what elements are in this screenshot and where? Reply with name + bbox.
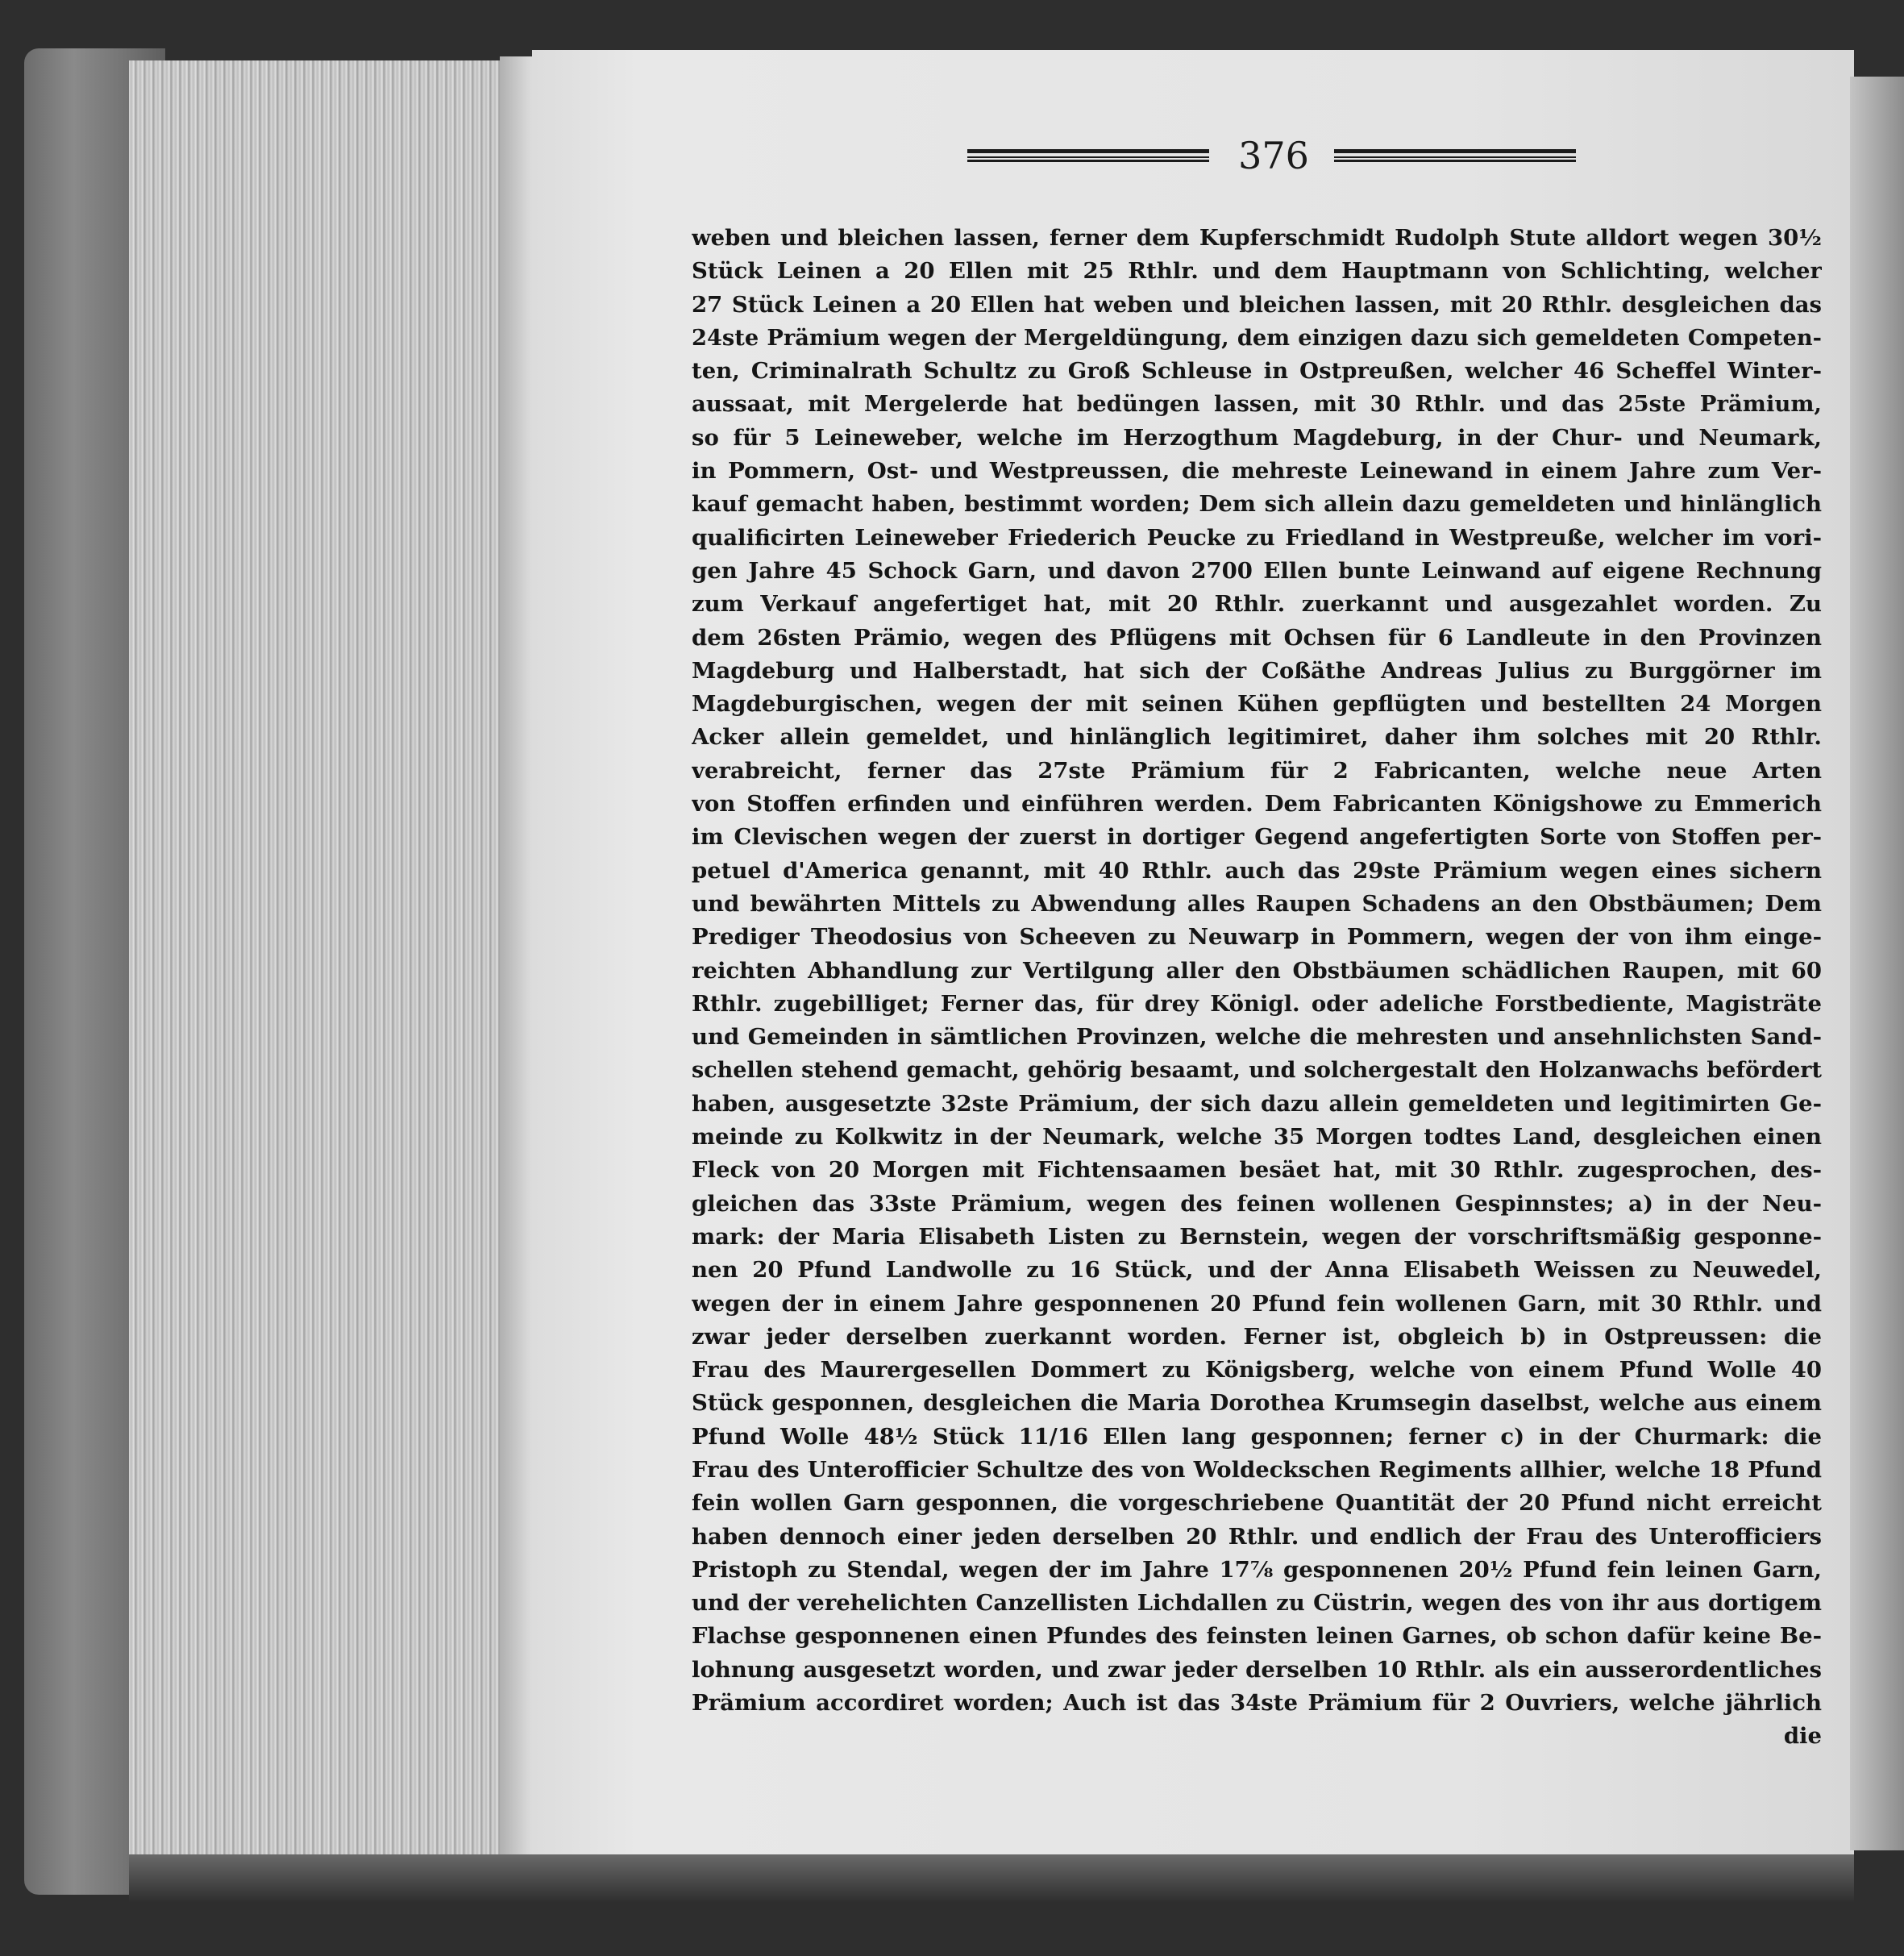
text-line: wegen der in einem Jahre gesponnenen 20 Pfund fein wollenen Garn, mit 30 Rthlr. und [692,1290,1822,1317]
text-line: haben dennoch einer jeden derselben 20 Rthlr. und endlich der Frau des Unterofficiers [692,1523,1822,1550]
text-line: im Clevischen wegen der zuerst in dortiger Gegend angefertigten Sorte von Stoffen per- [692,824,1822,851]
text-line: Pristoph zu Stendal, wegen der im Jahre 17⅞ gesponnenen 20½ Pfund fein leinen Garn, [692,1556,1822,1583]
text-line: Pfund Wolle 48½ Stück 11/16 Ellen lang gesponnen; ferner c) in der Churmark: die [692,1423,1822,1450]
page-number: 376 [1238,134,1309,177]
text-line: Frau des Maurergesellen Dommert zu Königsberg, welche von einem Pfund Wolle 40 [692,1357,1822,1384]
text-line: und bewährten Mittels zu Abwendung alles Raupen Schadens an den Obstbäumen; Dem [692,890,1822,917]
text-line: mark: der Maria Elisabeth Listen zu Bernstein, wegen der vorschriftsmäßig gesponne- [692,1223,1822,1250]
text-line: kauf gemacht haben, bestimmt worden; Dem sich allein dazu gemeldeten und hinlänglich [692,491,1822,518]
book-bottom-shadow [129,1854,1854,1903]
text-line: dem 26sten Prämio, wegen des Pflügens mit Ochsen für 6 Landleute in den Provinzen [692,624,1822,651]
text-line: verabreicht, ferner das 27ste Prämium für 2 Fabricanten, welche neue Arten [692,757,1822,784]
text-line: Magdeburgischen, wegen der mit seinen Kühen gepflügten und bestellten 24 Morgen [692,691,1822,718]
text-line: Rthlr. zugebilliget; Ferner das, für drey Königl. oder adeliche Forstbediente, Magisträte [692,990,1822,1017]
text-line: 27 Stück Leinen a 20 Ellen hat weben und bleichen lassen, mit 20 Rthlr. desgleichen das [692,291,1822,318]
text-line: 24ste Prämium wegen der Mergeldüngung, dem einzigen dazu sich gemeldeten Competen- [692,324,1822,351]
book-right-edge [1850,77,1904,1850]
text-line: Flachse gesponnenen einen Pfundes des feinsten leinen Garnes, ob schon dafür keine Be- [692,1623,1822,1650]
text-line: meinde zu Kolkwitz in der Neumark, welche 35 Morgen todtes Land, desgleichen einen [692,1124,1822,1151]
text-line: reichten Abhandlung zur Vertilgung aller den Obstbäumen schädlichen Raupen, mit 60 [692,957,1822,984]
text-line: haben, ausgesetzte 32ste Prämium, der sich dazu allein gemeldeten und legitimirten Ge- [692,1090,1822,1117]
text-line: Stück Leinen a 20 Ellen mit 25 Rthlr. und dem Hauptmann von Schlichting, welcher [692,258,1822,285]
body-text [692,222,1822,1754]
text-line: Fleck von 20 Morgen mit Fichtensaamen besäet hat, mit 30 Rthlr. zugesprochen, des- [692,1157,1822,1184]
text-line: nen 20 Pfund Landwolle zu 16 Stück, und der Anna Elisabeth Weissen zu Neuwedel, [692,1257,1822,1284]
text-line: gleichen das 33ste Prämium, wegen des feinen wollenen Gespinnstes; a) in der Neu- [692,1190,1822,1217]
text-line: zum Verkauf angefertiget hat, mit 20 Rthlr. zuerkannt und ausgezahlet worden. Zu [692,591,1822,618]
header-rule-left [967,149,1209,162]
text-line: aussaat, mit Mergelerde hat bedüngen lassen, mit 30 Rthlr. und das 25ste Prämium, [692,391,1822,418]
text-line: fein wollen Garn gesponnen, die vorgeschriebene Quantität der 20 Pfund nicht erreicht [692,1490,1822,1517]
text-line: und der verehelichten Canzellisten Lichdallen zu Cüstrin, wegen des von ihr aus dortigem [692,1590,1822,1617]
text-line: petuel d'America genannt, mit 40 Rthlr. auch das 29ste Prämium wegen eines sichern [692,857,1822,884]
text-line: Magdeburg und Halberstadt, hat sich der Coßäthe Andreas Julius zu Burggörner im [692,657,1822,684]
text-line: Frau des Unterofficier Schultze des von Woldeckschen Regiments allhier, welche 18 Pfund [692,1456,1822,1483]
text-line: qualificirten Leineweber Friederich Peucke zu Friedland in Westpreuße, welcher im vori- [692,524,1822,551]
text-line: und Gemeinden in sämtlichen Provinzen, welche die mehresten und ansehnlichsten Sand- [692,1024,1822,1051]
text-line: so für 5 Leineweber, welche im Herzogthum Magdeburg, in der Chur- und Neumark, [692,424,1822,451]
text-line: Prediger Theodosius von Scheeven zu Neuwarp in Pommern, wegen der von ihm einge- [692,924,1822,951]
text-line: weben und bleichen lassen, ferner dem Kupferschmidt Rudolph Stute alldort wegen 30½ [692,225,1822,251]
text-line: ten, Criminalrath Schultz zu Groß Schleuse in Ostpreußen, welcher 46 Scheffel Winter- [692,358,1822,385]
catchword: die [1783,1723,1822,1750]
page-stack-edge [129,60,532,1858]
text-line: gen Jahre 45 Schock Garn, und davon 2700 Ellen bunte Leinwand auf eigene Rechnung [692,557,1822,584]
page-header [967,133,1572,181]
text-line: lohnung ausgesetzt worden, und zwar jeder derselben 10 Rthlr. als ein ausserordentliches [692,1656,1822,1683]
text-line: Prämium accordiret worden; Auch ist das 34ste Prämium für 2 Ouvriers, welche jährlich [692,1690,1822,1717]
text-line: Stück gesponnen, desgleichen die Maria Dorothea Krumsegin daselbst, welche aus einem [692,1390,1822,1417]
text-line: Acker allein gemeldet, und hinlänglich legitimiret, daher ihm solches mit 20 Rthlr. [692,724,1822,751]
text-line: zwar jeder derselben zuerkannt worden. Ferner ist, obgleich b) in Ostpreussen: die [692,1323,1822,1350]
text-line: von Stoffen erfinden und einführen werden. Dem Fabricanten Königshowe zu Emmerich [692,791,1822,818]
text-line: schellen stehend gemacht, gehörig besaamt, und solchergestalt den Holzanwachs befördert [692,1058,1822,1084]
header-rule-right [1334,149,1576,162]
text-line: in Pommern, Ost- und Westpreussen, die mehreste Leinewand in einem Jahre zum Ver- [692,458,1822,485]
